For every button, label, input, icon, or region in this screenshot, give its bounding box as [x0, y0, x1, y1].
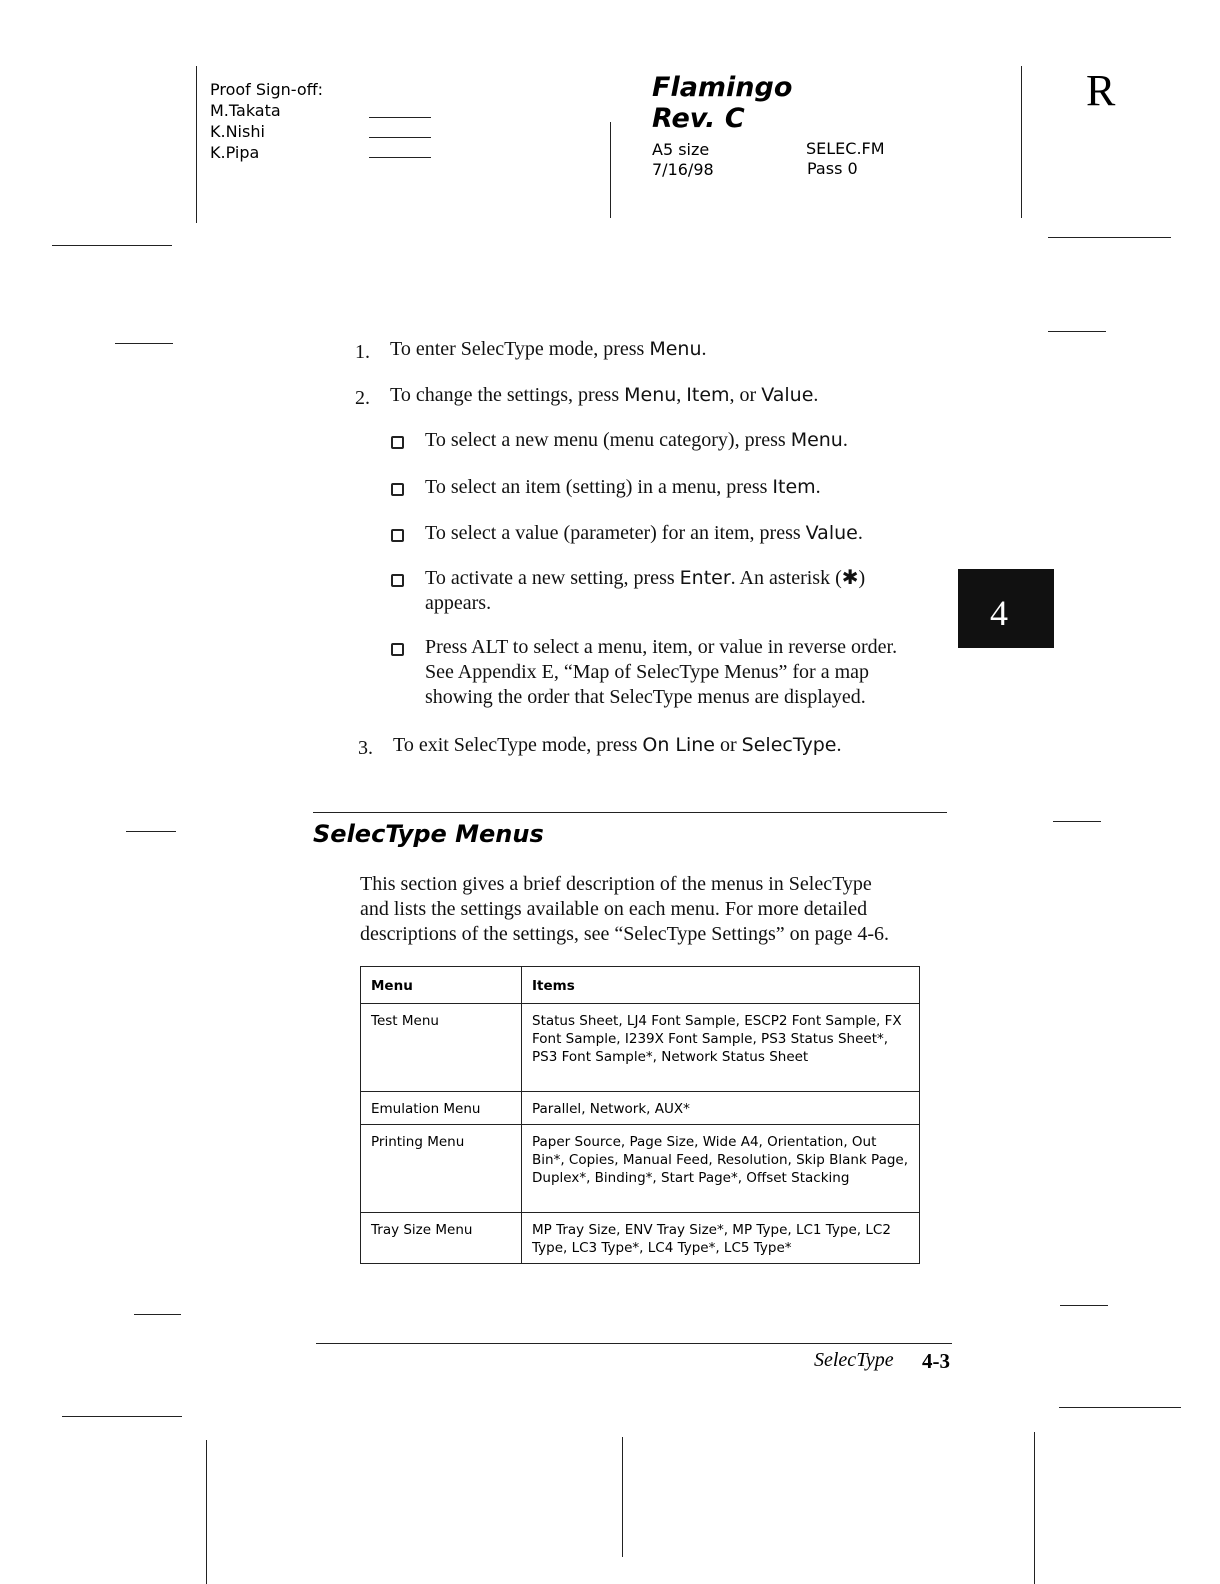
items-cell: Status Sheet, LJ4 Font Sample, ESCP2 Font Sample, FX Font Sample, I239X Font Sample, PS3 Status Sheet*, PS3 Font Sample*, Network Status Sheet: [522, 1004, 920, 1092]
key-label: Item: [686, 384, 730, 406]
signer-name: M.Takata: [210, 101, 281, 120]
crop-mark: [52, 245, 172, 246]
crop-mark: [622, 1437, 623, 1557]
checkbox-bullet-icon: [391, 574, 404, 587]
column-header-menu: Menu: [361, 967, 522, 1004]
signer-name: K.Pipa: [210, 143, 260, 162]
chapter-number: 4: [990, 592, 1008, 633]
items-cell: MP Tray Size, ENV Tray Size*, MP Type, LC1 Type, LC2 Type, LC3 Type*, LC4 Type*, LC5 Type*: [522, 1213, 920, 1264]
signature-line: [369, 157, 431, 158]
checkbox-bullet-icon: [391, 529, 404, 542]
crop-mark: [610, 122, 611, 218]
step-text: To change the settings, press Menu, Item, or Value.: [390, 384, 819, 406]
table-row: [361, 1092, 920, 1125]
crop-mark: [1060, 1305, 1108, 1306]
section-rule: [313, 812, 947, 813]
key-label: Menu: [649, 338, 702, 360]
checkbox-bullet-icon: [391, 436, 404, 449]
step-text: To exit SelecType mode, press On Line or SelecType.: [393, 734, 842, 756]
table-row: [361, 1004, 920, 1092]
table-row: [361, 1125, 920, 1213]
column-header-items: Items: [522, 967, 920, 1004]
crop-mark: [1048, 237, 1171, 238]
crop-mark: [62, 1416, 182, 1417]
signer-name: K.Nishi: [210, 122, 265, 141]
crop-mark: [206, 1440, 207, 1584]
crop-mark: [1021, 66, 1022, 218]
section-title: SelecType Menus: [313, 820, 544, 848]
proof-signoff: [210, 79, 323, 163]
proof-label: Proof Sign-off:: [210, 80, 324, 99]
key-label: SelecType: [741, 734, 837, 756]
key-label: Menu: [624, 384, 677, 406]
menu-cell: Test Menu: [361, 1004, 522, 1092]
corner-letter: R: [1086, 66, 1116, 115]
table-row: [361, 1213, 920, 1264]
footer-section-name: SelecType: [814, 1349, 894, 1371]
items-cell: Paper Source, Page Size, Wide A4, Orientation, Out Bin*, Copies, Manual Feed, Resolution, Skip Blank Page, Duplex*, Binding*, Start Page*, Offset Stacking: [522, 1125, 920, 1213]
checkbox-bullet-icon: [391, 643, 404, 656]
chapter-tab: [958, 569, 1054, 648]
doc-date: 7/16/98: [652, 160, 714, 179]
crop-mark: [196, 66, 197, 223]
crop-mark: [1034, 1432, 1035, 1584]
crop-mark: [1053, 821, 1101, 822]
crop-mark: [115, 343, 173, 344]
table-header-row: [361, 967, 920, 1004]
signature-line: [369, 117, 431, 118]
step-number: 1.: [355, 341, 370, 363]
document-title: Flamingo Rev. C: [652, 72, 793, 134]
crop-mark: [126, 831, 176, 832]
doc-pass: Pass 0: [807, 159, 858, 178]
menu-table: [360, 966, 920, 1264]
checkbox-bullet-icon: [391, 483, 404, 496]
key-label: Enter: [679, 567, 731, 589]
crop-mark: [1048, 331, 1106, 332]
bullet-text: Press ALT to select a menu, item, or value in reverse order. See Appendix E, “Map of SelecType Menus” for a map showing the order that SelecType menus are displayed.: [425, 636, 898, 708]
step-text: To enter SelecType mode, press Menu.: [390, 338, 707, 360]
doc-filename: SELEC.FM: [806, 139, 885, 158]
crop-mark: [134, 1314, 181, 1315]
bullet-text: To select an item (setting) in a menu, press Item.: [425, 476, 821, 498]
key-label: Value: [761, 384, 814, 406]
signature-line: [369, 137, 431, 138]
key-label: Item: [772, 476, 816, 498]
bullet-text: To select a value (parameter) for an item, press Value.: [425, 522, 863, 544]
menu-cell: Emulation Menu: [361, 1092, 522, 1125]
step-number: 3.: [358, 737, 373, 759]
footer-rule: [316, 1343, 952, 1344]
key-label: Value: [805, 522, 858, 544]
items-cell: Parallel, Network, AUX*: [522, 1092, 920, 1125]
bullet-text: To select a new menu (menu category), press Menu.: [425, 429, 848, 451]
key-label: Menu: [790, 429, 843, 451]
bullet-text: To activate a new setting, press Enter. An asterisk (✱) appears.: [425, 567, 866, 614]
step-number: 2.: [355, 387, 370, 409]
key-label: On Line: [642, 734, 715, 756]
doc-size: A5 size: [652, 140, 710, 159]
page-number: 4-3: [922, 1349, 950, 1373]
menu-cell: Tray Size Menu: [361, 1213, 522, 1264]
menu-cell: Printing Menu: [361, 1125, 522, 1213]
crop-mark: [1059, 1407, 1181, 1408]
section-intro: This section gives a brief description of the menus in SelecType and lists the settings available on each menu. For more detailed descriptions of the settings, see “SelecType Settings” on page 4-6.: [360, 873, 890, 945]
